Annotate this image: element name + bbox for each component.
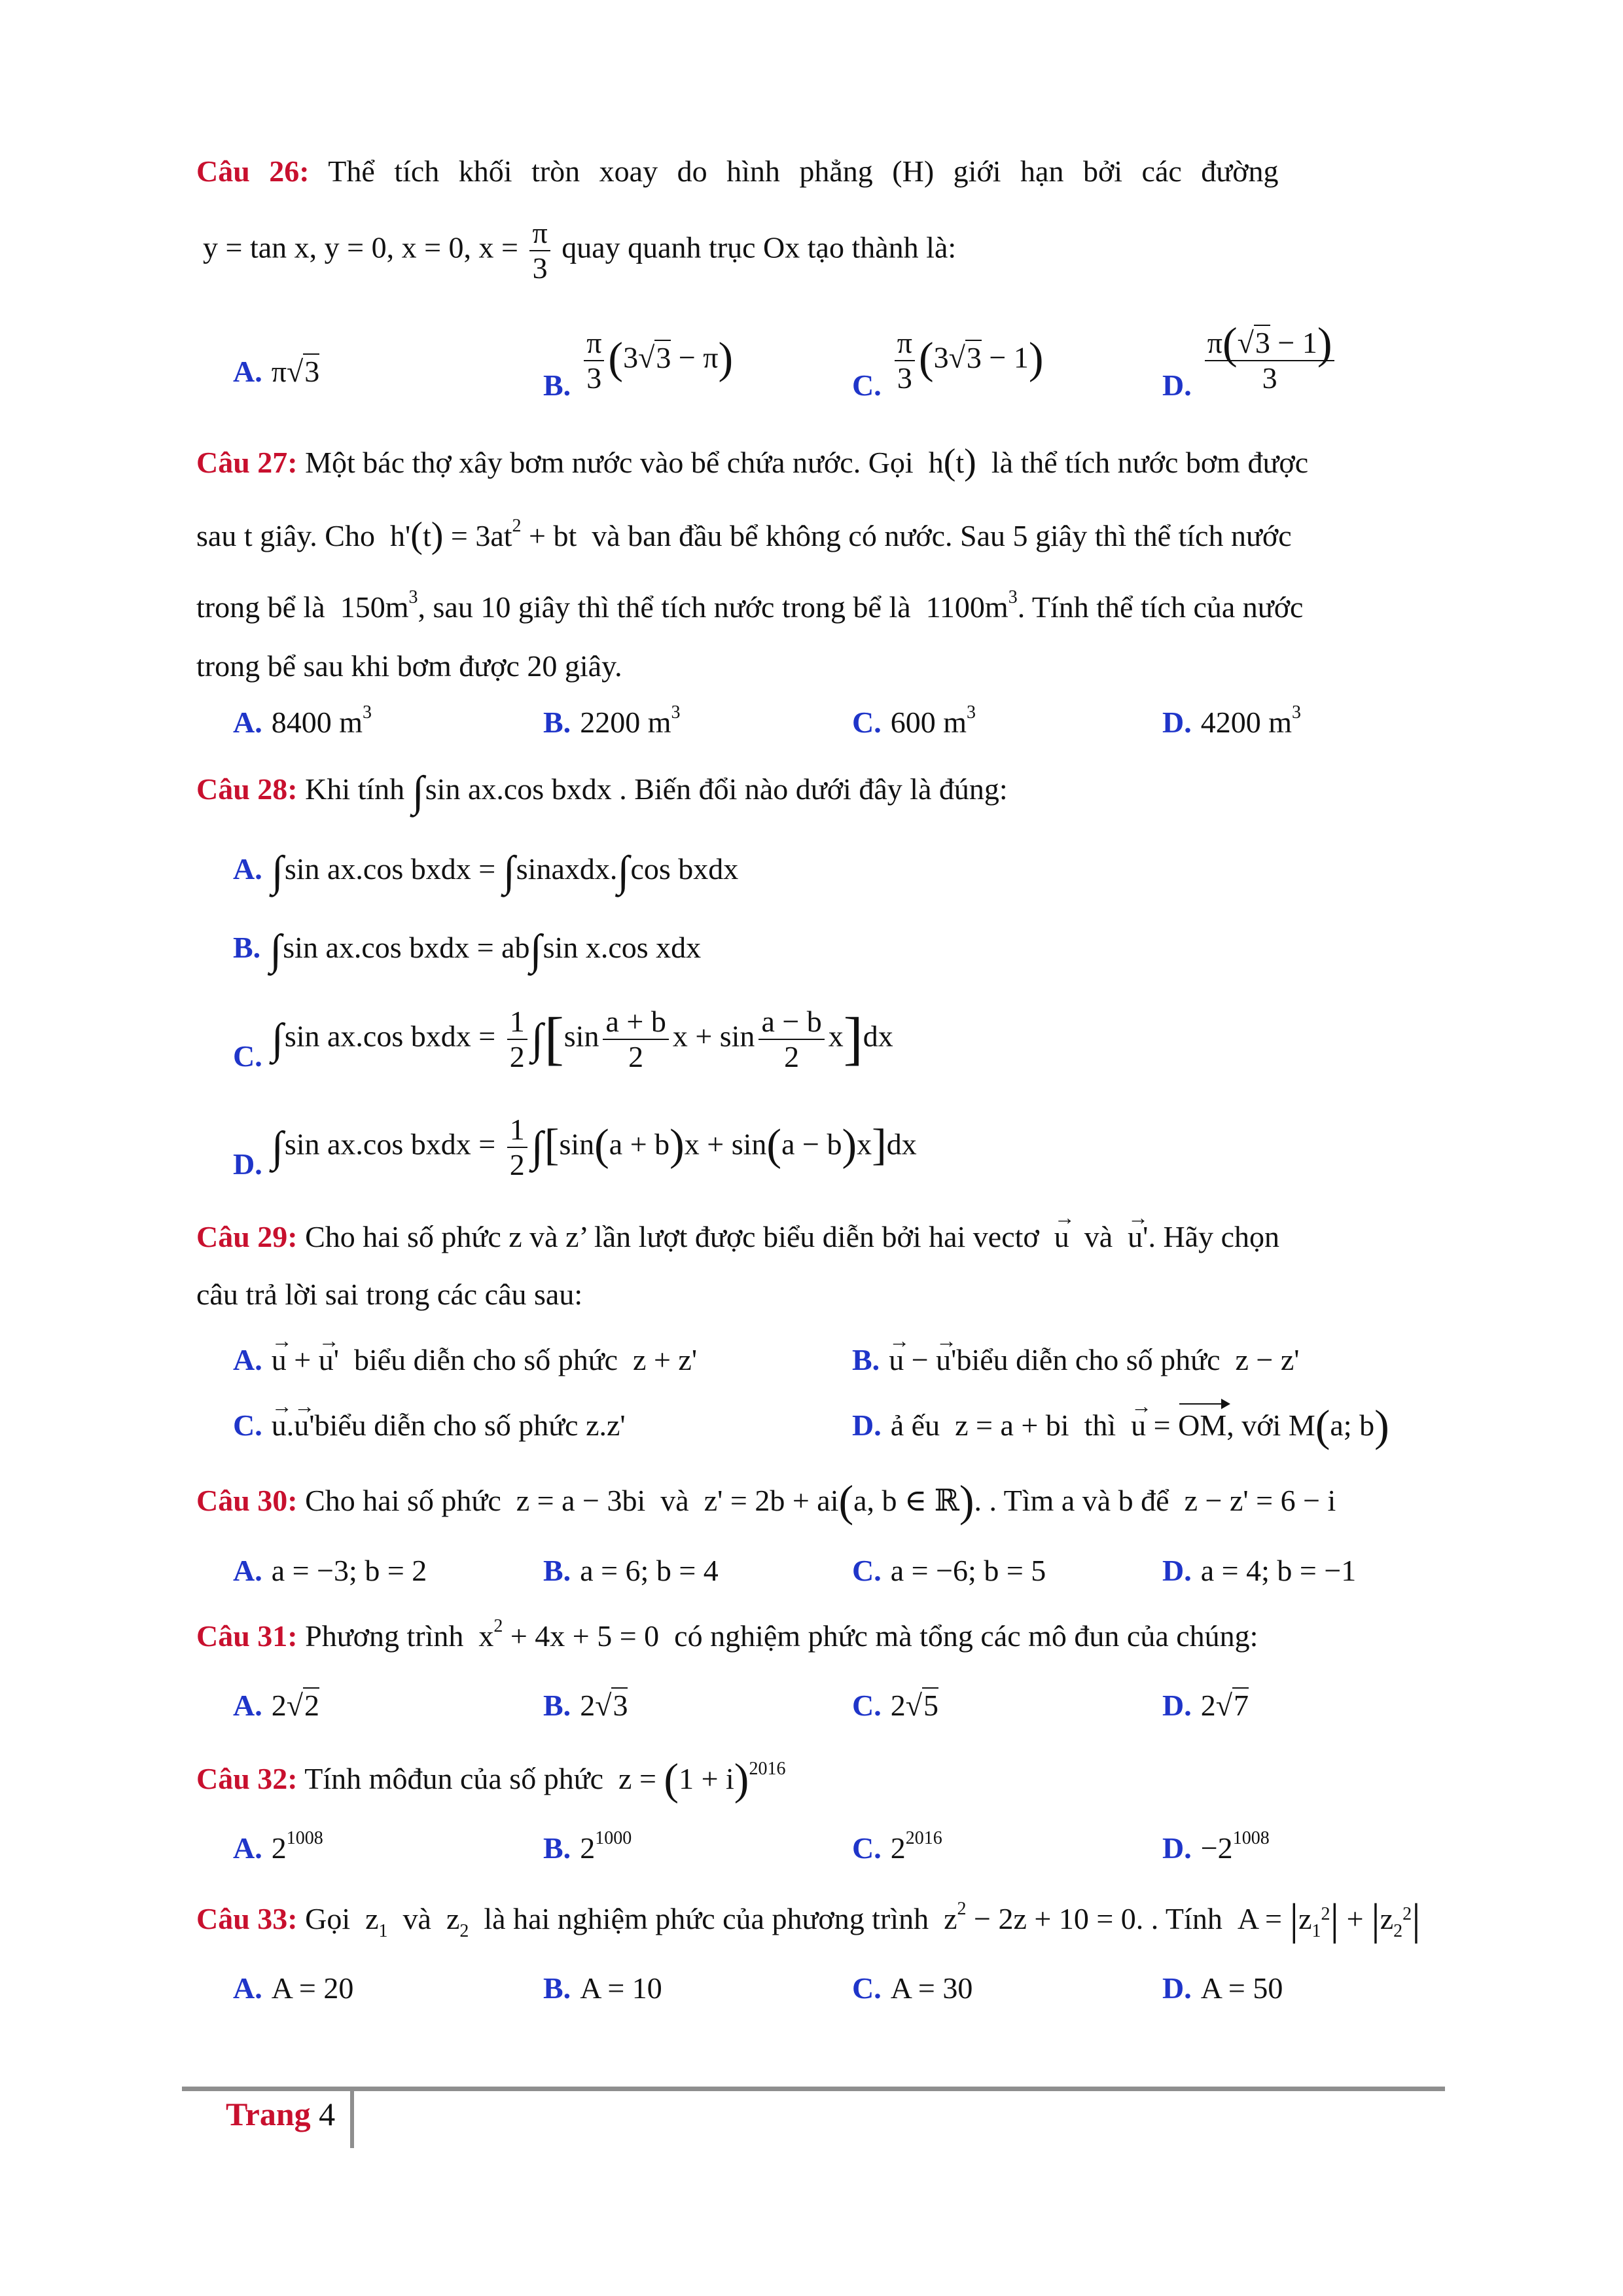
footer-divider	[350, 2089, 354, 2148]
footer-label: Trang	[226, 2096, 311, 2132]
footer-rule	[182, 2087, 1445, 2091]
page-footer	[226, 2094, 335, 2134]
question-label: Câu 26:	[196, 154, 310, 188]
page-number: 4	[319, 2096, 336, 2132]
